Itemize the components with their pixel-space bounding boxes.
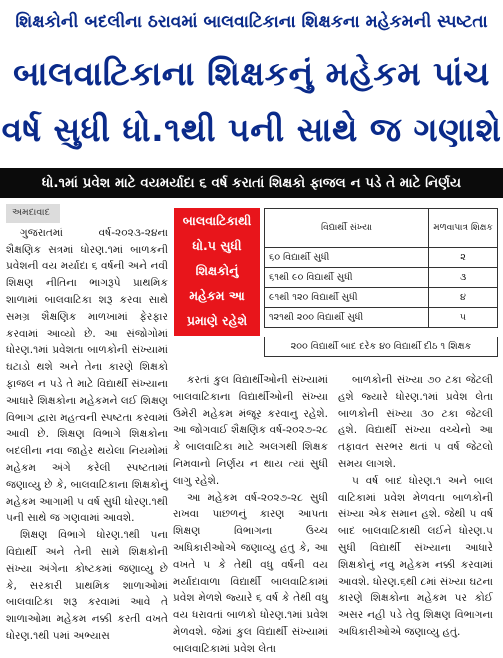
cell-teachers: ૩ (429, 268, 498, 288)
kicker: શિક્ષકોની બદલીના ઠરાવમાં બાલવાટિકાના શિક્ષકના મહેકમની સ્પષ્ટતા (15, 12, 488, 32)
cell-range: ૬૧થી ૯૦ વિદ્યાર્થી સુધી (265, 268, 429, 288)
cell-teachers: ૫ (429, 308, 498, 328)
promo-line: મહેકમ આ (189, 288, 245, 303)
promo-box (174, 208, 260, 336)
cell-teachers: ૪ (429, 288, 498, 308)
cell-range: ૯૧થી ૧૨૦ વિદ્યાર્થી સુધી (265, 288, 429, 308)
headline-line-2: વર્ષ સુધી ધો.૧થી ૫ની સાથે જ ગણાશે (1, 110, 502, 149)
article-column-1 (6, 204, 168, 645)
headline-line-1: બાલવાટિકાના શિક્ષકનું મહેકમ પાંચ (13, 54, 490, 93)
promo-line: બાલવાટિકાથી (182, 213, 252, 228)
article-column-3 (338, 372, 493, 641)
table-row (265, 288, 498, 308)
cell-range: ૬૦ વિદ્યાર્થી સુધી (265, 248, 429, 268)
table-row (265, 268, 498, 288)
table-footer-row: ૨૦૦ વિદ્યાર્થી બાદ દરેક ૪૦ વિદ્યાર્થી દીઠ ૧ શિક્ષક (264, 337, 498, 357)
promo-line: શિક્ષકોનું (195, 263, 239, 278)
article-column-2 (173, 372, 328, 658)
strap-banner: ધો.૧માં પ્રવેશ માટે વયમર્યાદા ૬ વર્ષ કરાતાં શિક્ષકો ફાજલ ન પડે તે માટે નિર્ણય (0, 168, 503, 198)
promo-line: પ્રમાણે રહેશે (186, 313, 248, 328)
cell-range: ૧૨૧થી ૨૦૦ વિદ્યાર્થી સુધી (265, 308, 429, 328)
article-paragraph: આ મહેકમ વર્ષ-૨૦૨૭-૨૮ સુધી રાખવા પાછળનું કારણ આપતા શિક્ષણ વિભાગના ઉચ્ચ અધિકારીઓએ જણાવ્યુ હતુ કે, આ વખતે ૫ કે તેથી વધુ વર્ષની વય મર્યાદાવાળા વિદ્યાર્થી બાલવાટિકામાં પ્રવેશ મેળશે જ્યારે ૬ વર્ષ કે તેથી વધુ વય ધરાવતાં બાળકો ધોરણ.૧માં પ્રવેશ મેળવશે. જેમાં કુલ વિદ્યાર્થી સંખ્યામાં બાલવાટિકામાં પ્રવેશ લેતા (173, 491, 328, 655)
table-row (265, 248, 498, 268)
cell-teachers: ૨ (429, 248, 498, 268)
table-header-row (265, 209, 498, 248)
article-paragraph: ૫ વર્ષ બાદ ધોરણ.૧ અને બાલ વાટિકામાં પ્રવેશ મેળવતા બાળકોની સંખ્યા એક સમાન હશે. જેથી ૫ વર્ષ બાદ બાલવાટિકાથી લઈને ધોરણ.૫ સુધી વિદ્યાર્થી સંખ્યાના આધારે શિક્ષકોનું નવુ મહેકમ નક્કી કરવામાં આવશે. ધોરણ.૬થી ૮માં સંખ્યા ઘટના કારણે શિક્ષકોના મહેકમ પર કોઈ અસર નહી પડે તેવુ શિક્ષણ વિભાગના અધિકારીઓએ જણાવ્યુ હતું. (338, 474, 494, 638)
headline (0, 46, 503, 158)
article-paragraph: ગુજરાતમાં વર્ષ-૨૦૨૩-૨૪ના શૈક્ષણિક સત્રમાં ધોરણ.૧માં બાળકની પ્રવેશની વય મર્યાદા ૬ વર્ષની અને નવી શિક્ષણ નીતિના ભાગરૂપે પ્રાથમિક શાળામાં બાલવાટિકા શરૂ કરવા સાથે સમગ્ર શૈક્ષણિક માળખામાં ફેરફાર કરવામાં આવ્યો છે. આ સંજોગોમાં ધોરણ.૧માં પ્રવેશતા બાળકોની સંખ્યામાં ઘટાડો થશે અને તેના કારણે શિક્ષકો ફાજલ ન પડે તે માટે વિદ્યાર્થી સંખ્યાના આધારે શિક્ષકોના મહેકમને લઈ શિક્ષણ વિભાગ દ્વારા મહત્વની સ્પષ્ટતા કરવામાં આવી છે. શિક્ષણ વિભાગે શિક્ષકોના બદલીના નવા જાહેર થયેલા નિયમોમાં મહેકમ અંગે કરેલી સ્પષ્ટતામાં જણાવ્યુ છે કે, બાલવાટિકાના શિક્ષકોનું મહેકમ આગામી ૫ વર્ષ સુધી ધોરણ.૧થી ૫ની સાથે જ ગણવામાં આવશે. (6, 226, 169, 525)
header-students: વિદ્યાર્થી સંખ્યા (265, 209, 429, 248)
header-teachers: મળવાપાત્ર શિક્ષક (429, 209, 498, 248)
staffing-table (264, 208, 498, 328)
article-paragraph: કરતાં કુલ વિદ્યાર્થીઓની સંખ્યામાં બાલવાટિકાના વિદ્યાર્થીઓની સંખ્યા ઉમેરી મહેકમ મંજૂર કરવાનુ રહેશે. આ જોગવાઈ શૈક્ષણિક વર્ષ-૨૦૨૭-૨૮ કે બાલવાટિકા માટે અલગથી શિક્ષક નિમવાનો નિર્ણય ન થાય ત્યાં સુધી લાગુ રહેશે. (173, 374, 328, 487)
promo-line: ધો.૫ સુધી (192, 238, 242, 253)
article-paragraph: બાળકોની સંખ્યા ૭૦ ટકા જેટલી હશે જ્યારે ધોરણ.૧માં પ્રવેશ લેતા બાળકોની સંખ્યા ૩૦ ટકા જેટલી હશે. વિદ્યાર્થી સંખ્યા વચ્ચેનો આ તફાવત સરભર થતાં ૫ વર્ષ જેટલો સમય લાગશે. (338, 374, 493, 470)
article-paragraph: શિક્ષણ વિભાગે ધોરણ.૧થી ૫ના વિદ્યાર્થી અને તેની સામે શિક્ષકોની સંખ્યા અંગેના કોષ્ટકમાં જણાવ્યુ છે કે, સરકારી પ્રાથમિક શાળાઓમાં બાલવાટિકા શરૂ કરવામાં આવે તે શાળાઓમા મહેકમ નક્કી કરતી વખતે ધોરણ.૧થી ૫માં અભ્યાસ (6, 529, 168, 642)
table-row (265, 308, 498, 328)
dateline: અમદાવાદ (6, 204, 60, 223)
